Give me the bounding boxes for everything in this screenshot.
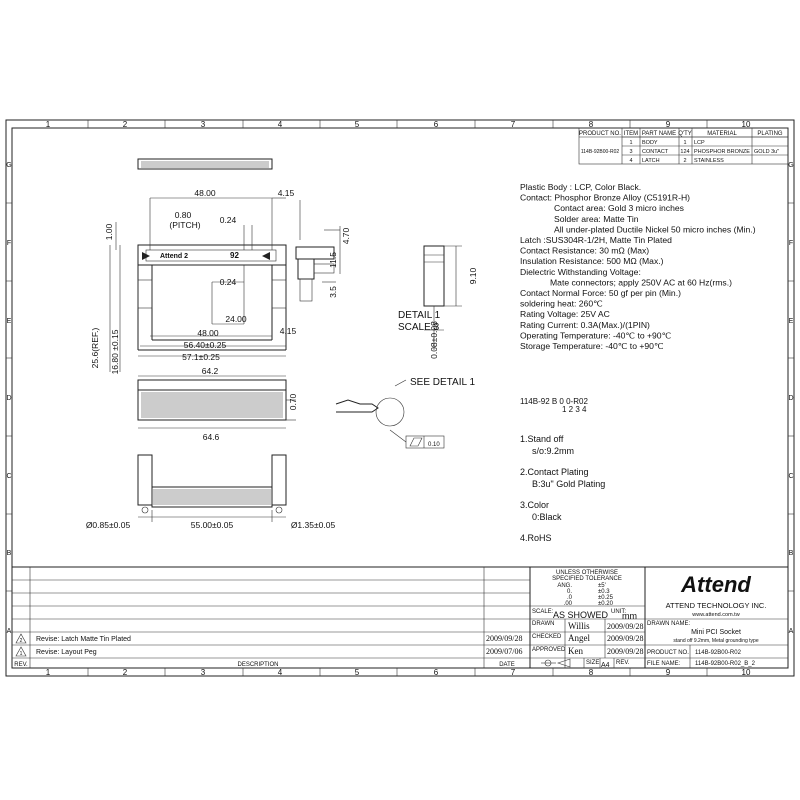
tolerance-value: ±0.25: [598, 595, 613, 601]
dim-16-80: 16.80 ±0.15: [110, 329, 120, 375]
dim-9-10: 9.10: [468, 267, 478, 285]
zone-rows-right: [788, 162, 794, 635]
spec-line-11: Contact Normal Force: 50 gf per pin (Min.): [520, 288, 681, 298]
bom-row-qty: 124: [680, 149, 690, 155]
zone-col-bottom-8: 8: [588, 668, 594, 677]
zone-row-left-C: C: [6, 473, 12, 480]
revision-date-1: 2009/09/28: [486, 634, 523, 643]
zone-col-top-6: 6: [433, 120, 439, 129]
title-block: [12, 567, 788, 669]
dim-56-40: 56.40±0.25: [183, 340, 227, 350]
dim-64-6: 64.6: [202, 432, 220, 442]
scale-value: AS SHOWED: [553, 610, 609, 620]
body-mark-92: 92: [230, 251, 239, 260]
zone-row-left-B: B: [6, 550, 12, 557]
part-title: Mini PCI Socket: [691, 629, 741, 636]
bom-row-item: 1: [629, 140, 633, 146]
bom-row-item: 4: [629, 158, 633, 164]
bom-header-qty: Q'TY: [678, 131, 692, 137]
zone-col-top-8: 8: [588, 120, 594, 129]
zone-col-bottom-2: 2: [122, 668, 128, 677]
scale-label: SCALE 3: [398, 322, 440, 333]
scale-title: SCALE:: [532, 609, 554, 615]
bom-row-item: 3: [629, 149, 633, 155]
bom-row-material: LCP: [694, 140, 705, 146]
dim-25-6: 25.6(REF.): [90, 327, 100, 369]
file-name-title: FILE NAME:: [647, 661, 681, 667]
spec-line-5: All under-plated Ductile Nickel 50 micro inches (Min.): [554, 224, 756, 235]
zone-row-left-G: G: [6, 162, 12, 169]
front-view-drawing: [138, 376, 296, 428]
approved-date: 2009/09/28: [607, 647, 644, 656]
spec-line-6: Latch :SUS304R-1/2H, Matte Tin Plated: [520, 235, 672, 245]
zone-col-bottom-9: 9: [665, 668, 671, 677]
dim-64-2: 64.2: [201, 366, 219, 376]
bom-header-product-no: PRODUCT NO.: [579, 131, 621, 137]
zone-col-bottom-1: 1: [45, 668, 51, 677]
dim-4-70: 4.70: [341, 227, 351, 245]
spec-line-9: Dielectric Withstanding Voltage:: [520, 266, 641, 277]
zone-rows-left: [6, 162, 12, 635]
see-detail-drawing: [336, 380, 444, 448]
drawn-name-title: DRAWN NAME:: [647, 621, 691, 627]
see-detail-label: SEE DETAIL 1: [410, 377, 476, 388]
bottom-view-drawing: [138, 455, 286, 522]
zone-col-bottom-3: 3: [200, 668, 206, 677]
tolerance-value: ±5': [598, 583, 606, 589]
option-value-2: B:3u" Gold Plating: [532, 479, 606, 489]
zone-col-top-10: 10: [741, 120, 751, 129]
bom-row-qty: 2: [683, 158, 687, 164]
zone-col-bottom-7: 7: [510, 668, 516, 677]
spec-line-14: Rating Current: 0.3A(Max.)/(1PIN): [520, 319, 650, 330]
bom-header-plating: PLATING: [757, 131, 783, 137]
zone-row-right-D: D: [788, 395, 794, 402]
tolerance-title-1: UNLESS OTHERWISE: [556, 570, 618, 576]
approved-title: APPROVED: [532, 647, 566, 653]
bom-row-qty: 1: [683, 140, 687, 146]
part-number-breakdown: [520, 397, 605, 543]
bom-row-material: STAINLESS: [694, 158, 724, 164]
tolerance-label: .00: [563, 601, 572, 607]
dim-24-00: 24.00: [225, 314, 247, 324]
bom-row-plating: GOLD 3u": [754, 149, 780, 155]
tolerance-label: .0: [566, 595, 572, 601]
dim-57-1: 57.1±0.25: [182, 352, 220, 362]
bom-product-no: 114B-92B00-R02: [580, 149, 620, 155]
zone-col-bottom-5: 5: [354, 668, 360, 677]
dim-11-5: 11.5: [328, 252, 338, 268]
rev-column-title: REV.: [14, 662, 28, 668]
dimension-labels: [86, 188, 478, 530]
dim-0-08: 0.08±0.08: [429, 321, 439, 359]
drawn-title: DRAWN: [532, 621, 555, 627]
dim-3-5: 3.5: [328, 286, 338, 298]
zone-row-left-E: E: [6, 318, 12, 325]
revision-mark-1: 2: [19, 638, 23, 644]
zone-col-top-5: 5: [354, 120, 360, 129]
dim-48-top: 48.00: [194, 188, 216, 198]
product-no-title: PRODUCT NO.: [647, 650, 689, 656]
spec-line-12: soldering heat: 260℃: [520, 298, 603, 309]
zone-col-top-9: 9: [665, 120, 671, 129]
dim-0-80: 0.80: [174, 210, 192, 220]
zone-row-right-A: A: [788, 628, 794, 635]
body-mark-2: Attend 2: [160, 253, 188, 260]
zone-row-right-B: B: [788, 550, 794, 557]
bom-row-part: BODY: [642, 140, 658, 146]
file-name-value: 114B-92B00-R02_B_2: [695, 661, 755, 667]
option-value-1: s/o:9.2mm: [532, 446, 575, 456]
bom-header-part-name: PART NAME: [641, 131, 677, 137]
revision-desc-2: Revise: Layout Peg: [36, 649, 97, 656]
bom-table: [579, 128, 788, 164]
dim-4-15-mid: 4.15: [279, 326, 297, 336]
rev-title: REV.: [616, 660, 630, 666]
bom-row-part: CONTACT: [642, 149, 669, 155]
specifications: [520, 182, 756, 351]
dim-0-24-mid: 0.24: [219, 277, 237, 287]
zone-row-right-C: C: [788, 473, 794, 480]
dim-55-00: 55.00±0.05: [190, 520, 234, 530]
zone-row-right-F: F: [788, 240, 794, 247]
spec-line-3: Contact area: Gold 3 micro inches: [554, 203, 684, 214]
dim-4-15-top: 4.15: [277, 188, 295, 198]
date-column-title: DATE: [499, 662, 515, 668]
spec-line-10: Mate connectors; apply 250V AC at 60 Hz(rms.): [550, 277, 732, 288]
zone-row-right-G: G: [788, 162, 794, 169]
checked-title: CHECKED: [532, 634, 562, 640]
spec-line-13: Rating Voltage: 25V AC: [520, 309, 610, 320]
zone-col-top-1: 1: [45, 120, 51, 129]
dim-0-70: 0.70: [288, 393, 298, 411]
company-name: ATTEND TECHNOLOGY INC.: [665, 601, 767, 610]
tolerance-value: ±0.20: [598, 601, 613, 607]
bom-rows: [629, 140, 779, 164]
tolerance-label: 0.: [566, 589, 572, 595]
spec-line-16: Storage Temperature: -40℃ to +90℃: [520, 341, 664, 351]
flatness-value: 0.10: [428, 442, 440, 448]
revision-mark-2: 1: [19, 651, 23, 657]
dim-0-85: Ø0.85±0.05: [85, 520, 131, 530]
spec-line-4: Solder area: Matte Tin: [554, 213, 639, 224]
option-title-4: 4.RoHS: [520, 533, 552, 543]
bom-row-material: PHOSPHOR BRONZE: [694, 149, 750, 155]
option-value-3: 0:Black: [532, 512, 562, 522]
dim-0-24-top: 0.24: [219, 215, 237, 225]
spec-line-7: Contact Resistance: 30 mΩ (Max): [520, 245, 650, 256]
company-logo: Attend: [681, 572, 751, 597]
approved-by: Ken: [568, 646, 583, 656]
dim-1-35: Ø1.35±0.05: [290, 520, 336, 530]
spec-line-8: Insulation Resistance: 500 MΩ (Max.): [520, 256, 664, 267]
spec-line-1: Plastic Body : LCP, Color Black.: [520, 182, 642, 192]
description-column-title: DESCRIPTION: [237, 662, 279, 668]
company-website: www.attend.com.tw: [692, 612, 740, 618]
product-no-value: 114B-92B00-R02: [695, 650, 741, 656]
revision-desc-1: Revise: Latch Matte Tin Plated: [36, 636, 131, 643]
drawn-date: 2009/09/28: [607, 622, 644, 631]
zone-col-top-4: 4: [277, 120, 283, 129]
zone-row-left-D: D: [6, 395, 12, 402]
bom-header-material: MATERIAL: [707, 131, 737, 137]
part-number-code: 114B-92 B 0 0-R02: [520, 397, 588, 406]
zone-col-top-7: 7: [510, 120, 516, 129]
tolerance-title-2: SPECIFIED TOLERANCE: [552, 576, 622, 582]
dim-1-00: 1.00: [104, 223, 114, 241]
zone-col-top-2: 2: [122, 120, 128, 129]
checked-by: Angel: [568, 633, 590, 643]
zone-row-left-F: F: [6, 240, 12, 247]
unit-title: UNIT:: [611, 609, 626, 615]
drawn-by: Willis: [568, 621, 590, 631]
bom-row-part: LATCH: [642, 158, 660, 164]
checked-date: 2009/09/28: [607, 634, 644, 643]
part-subtitle: stand off 9.2mm, Metal grounding type: [673, 638, 759, 644]
spec-line-15: Operating Temperature: -40℃ to +90℃: [520, 330, 672, 341]
unit-value: mm: [622, 611, 637, 621]
zone-row-right-E: E: [788, 318, 794, 325]
tolerance-value: ±0.3: [598, 589, 610, 595]
detail-label: DETAIL 1: [398, 310, 441, 321]
option-title-3: 3.Color: [520, 500, 550, 510]
part-number-index: 1 2 3 4: [562, 405, 587, 414]
zone-col-bottom-6: 6: [433, 668, 439, 677]
bom-header-item: ITEM: [623, 131, 639, 137]
revision-date-2: 2009/07/06: [486, 647, 523, 656]
dim-pitch: (PITCH): [169, 220, 201, 230]
tolerance-label: ANG.: [557, 583, 572, 589]
zone-col-bottom-10: 10: [741, 668, 751, 677]
spec-line-2: Contact: Phosphor Bronze Alloy (C5191R-H): [520, 192, 691, 203]
option-title-1: 1.Stand off: [520, 434, 564, 444]
zone-row-left-A: A: [6, 628, 12, 635]
zone-col-bottom-4: 4: [277, 668, 283, 677]
option-title-2: 2.Contact Plating: [520, 467, 589, 477]
size-title: SIZE: [586, 660, 600, 666]
size-value: A4: [601, 662, 610, 669]
dim-48-mid: 48.00: [197, 328, 219, 338]
zone-col-top-3: 3: [200, 120, 206, 129]
